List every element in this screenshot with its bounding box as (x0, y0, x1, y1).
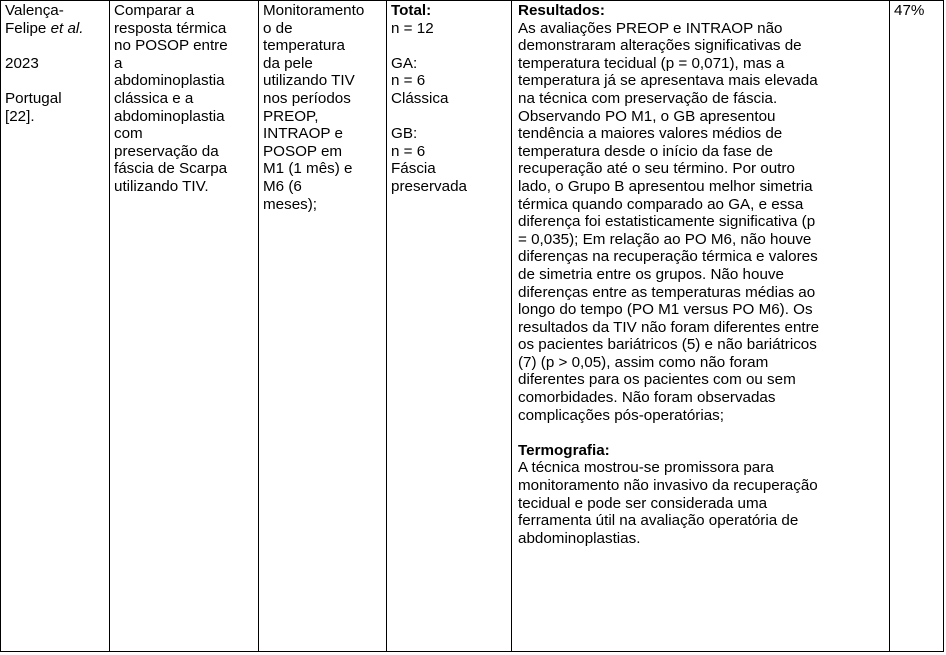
table-row (1, 1, 944, 652)
group-b-label: GB: (391, 125, 418, 143)
methods-cell (259, 1, 387, 652)
methods-text: Monitoramento o de temperatura da pele utilizando TIV nos períodos PREOP, INTRAOP e POSOP em M1 (1 mês) e M6 (6 meses); (263, 2, 365, 213)
sample-total-label: Total: (391, 2, 432, 19)
sample-total-value: n = 12 (391, 19, 434, 37)
results-heading: Resultados: (518, 2, 605, 19)
author-country: Portugal [22]. (5, 89, 62, 125)
sample-cell (387, 1, 512, 652)
results-cell (512, 1, 890, 652)
author-etal: et al. (50, 19, 84, 37)
group-b-desc: Fáscia preservada (391, 160, 467, 195)
thermography-text: A técnica mostrou-se promissora para monitoramento não invasivo da recuperação tecidual e pode ser considerada uma ferramenta útil na avaliação operatória de abdominoplastias. (518, 459, 818, 547)
group-b-value: n = 6 (391, 142, 426, 160)
percent-value: 47% (894, 2, 925, 19)
objective-text: Comparar a resposta térmica no POSOP entre a abdominoplastia clássica e a abdominoplastia com preservação da fáscia de Scarpa utilizando TIV. (114, 2, 228, 195)
group-a-desc: Clássica (391, 89, 449, 107)
group-a-label: GA: (391, 54, 418, 72)
thermography-heading: Termografia: (518, 441, 610, 459)
percent-cell (890, 1, 944, 652)
results-text: As avaliações PREOP e INTRAOP não demonstraram alterações significativas de temperatura tecidual (p = 0,071), mas a temperatura já se apresentava mais elevada na técnica com preservação de fáscia. Observando PO M1, o GB apresentou tendência a maiores valores médios de temperatura desde o início da fase de recuperação até o seu término. Por outro lado, o Grupo B apresentou melhor simetria térmica quando comparado ao GA, e essa diferença foi estatisticamente significativa (p = 0,035); Em relação ao PO M6, não houve diferenças na recuperação térmica e valores de simetria entre os grupos. Não houve diferenças entre as temperaturas médias ao longo do tempo (PO M1 versus PO M6). Os resultados da TIV não foram diferentes entre os pacientes bariátricos (5) e não bariátricos (7) (p > 0,05), assim como não foram diferentes para os pacientes com ou sem comorbidades. Não foram observadas complicações pós-operatórias; (518, 19, 820, 424)
author-cell (1, 1, 110, 652)
group-a-value: n = 6 (391, 72, 426, 90)
objective-cell (110, 1, 259, 652)
author-name: Valença- Felipe (5, 2, 64, 37)
publication-year: 2023 (5, 54, 39, 72)
